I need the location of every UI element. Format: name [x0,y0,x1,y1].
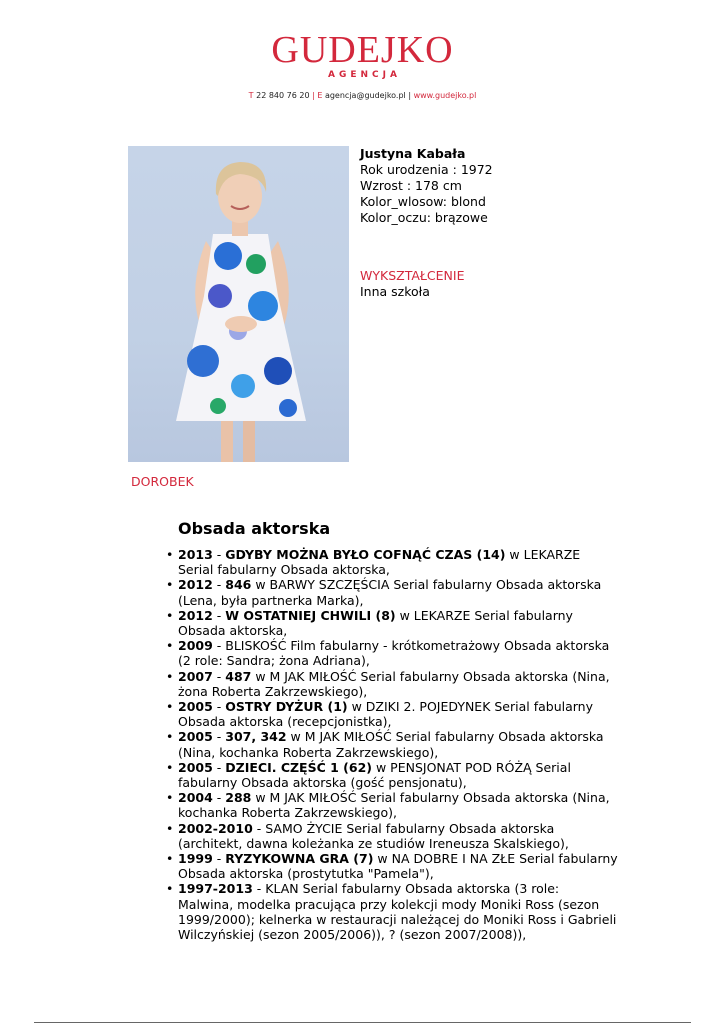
role-separator: - [212,699,226,715]
role-item [178,790,618,820]
hair-color: Kolor_wlosow: blond [360,194,486,209]
role-description: w M JAK MIŁOŚĆ Serial fabularny Obsada aktorska (Nina, kochanka Roberta Zakrzewskiego), [178,790,610,821]
role-episode-title: 487 [225,668,252,684]
role-description: w BARWY SZCZĘŚCIA Serial fabularny Obsada aktorska (Lena, była partnerka Marka), [178,577,602,608]
education-section [360,268,465,300]
role-episode-title: 288 [225,790,252,806]
role-item [178,638,618,668]
role-episode-title: 846 [225,577,252,593]
role-description: BLISKOŚĆ Film fabularny - krótkometrażowy Obsada aktorska (2 role: Sandra; żona Adriana), [178,638,610,669]
role-item [178,851,618,881]
role-year: 2005 [178,759,213,775]
role-separator: - [212,851,226,867]
obsada-heading: Obsada aktorska [178,519,331,538]
role-episode-title: OSTRY DYŻUR (1) [225,699,348,715]
portrait-illustration [128,146,349,462]
email-address[interactable]: agencja@gudejko.pl [324,91,406,100]
profile-info [360,146,493,226]
height: Wzrost : 178 cm [360,178,462,193]
role-episode-title: RYZYKOWNA GRA (7) [225,851,374,867]
role-item [178,669,618,699]
role-year: 2005 [178,729,213,745]
role-separator: - [212,790,226,806]
roles-list [178,547,618,942]
email-label: E [317,91,323,100]
role-separator: - [212,547,226,562]
role-item [178,699,618,729]
role-description: KLAN Serial fabularny Obsada aktorska (3 role: Malwina, modelka pracująca przy kolekcji mody Moniki Ross (sezon 1999/2000); kelnerka w restauracji należącej do Moniki Ross i Gabrieli Wilczyńskiej (sezon 2005/2006)), ? (sezon 2007/2008)), [178,881,617,943]
role-separator: - [212,759,226,775]
role-episode-title: DZIECI. CZĘŚĆ 1 (62) [225,759,372,775]
separator: | [312,91,315,100]
role-description: w LEKARZE Serial fabularny Obsada aktorska, [178,547,581,578]
role-year: 2005 [178,699,213,715]
role-separator: - [212,638,226,654]
role-item [178,760,618,790]
role-episode-title: 307, 342 [225,729,287,745]
role-year: 2012 [178,607,213,623]
role-item [178,729,618,759]
phone-number: 22 840 76 20 [256,91,310,100]
role-separator: - [252,820,266,836]
role-year: 1999 [178,851,213,867]
role-description: w NA DOBRE I NA ZŁE Serial fabularny Obsada aktorska (prostytutka "Pamela"), [178,851,618,882]
role-separator: - [252,881,266,897]
dorobek-heading: DOROBEK [131,474,194,489]
role-item [178,577,618,607]
role-year: 2007 [178,668,213,684]
role-item [178,547,618,577]
role-description: SAMO ŻYCIE Serial fabularny Obsada aktorska (architekt, dawna koleżanka ze studiów Ireneusza Skalskiego), [178,820,569,851]
role-year: 2002-2010 [178,820,253,836]
role-description: w LEKARZE Serial fabularny Obsada aktorska, [178,607,573,639]
role-year: 2012 [178,577,213,593]
contact-line [0,91,725,100]
role-year: 2013 [178,547,213,562]
role-description: w DZIKI 2. POJEDYNEK Serial fabularny Obsada aktorska (recepcjonistka), [178,699,594,730]
role-description: w PENSJONAT POD RÓŻĄ Serial fabularny Obsada aktorska (gość pensjonatu), [178,759,571,791]
role-description: w M JAK MIŁOŚĆ Serial fabularny Obsada aktorska (Nina, kochanka Roberta Zakrzewskiego), [178,729,604,760]
role-item [178,821,618,851]
education-value: Inna szkoła [360,284,430,299]
role-year: 2009 [178,638,213,654]
birth-year: Rok urodzenia : 1972 [360,162,493,177]
role-year: 2004 [178,790,213,806]
agency-logo [0,30,725,80]
website-link[interactable]: www.gudejko.pl [413,91,477,100]
logo-subtitle: AGENCJA [328,70,401,80]
role-episode-title: GDYBY MOŻNA BYŁO COFNĄĆ CZAS (14) [225,547,506,562]
education-heading: WYKSZTAŁCENIE [360,268,465,283]
role-separator: - [212,577,226,593]
role-separator: - [212,729,226,745]
role-year: 1997-2013 [178,881,253,897]
separator: | [408,91,412,100]
role-separator: - [212,668,226,684]
actress-name: Justyna Kabała [360,146,466,161]
actress-photo [128,146,349,462]
footer-divider [34,1022,691,1023]
role-item [178,608,618,638]
role-separator: - [212,607,226,623]
logo-wordmark: GUDEJKO [271,29,454,71]
eye-color: Kolor_oczu: brązowe [360,210,488,225]
role-description: w M JAK MIŁOŚĆ Serial fabularny Obsada aktorska (Nina, żona Roberta Zakrzewskiego), [178,668,610,699]
role-episode-title: W OSTATNIEJ CHWILI (8) [225,607,396,623]
role-item [178,881,618,942]
phone-label: T [248,91,254,100]
